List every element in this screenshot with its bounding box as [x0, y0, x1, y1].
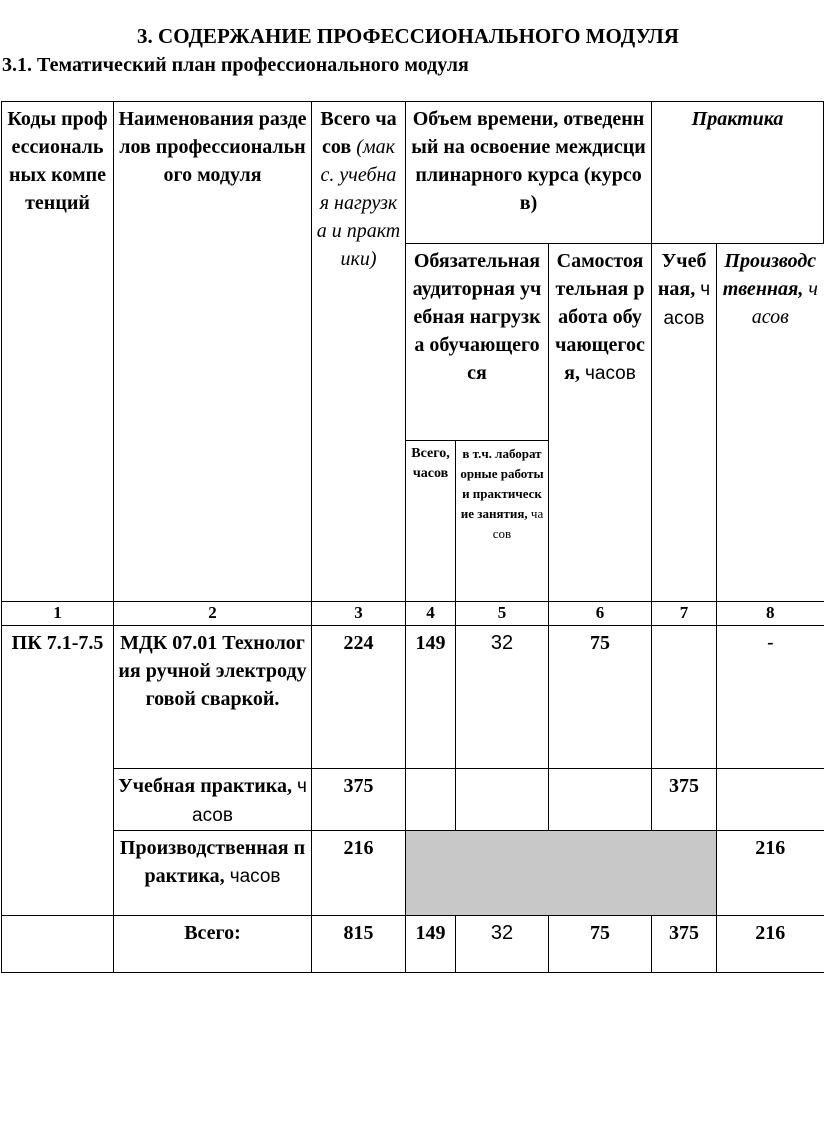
- mdk-educational-practice-cell: [652, 626, 717, 769]
- header-total-label: Всего часов: [320, 108, 397, 158]
- production-practice-name: Производственная практика,: [119, 837, 306, 887]
- mdk-total-cell: 224: [312, 626, 406, 769]
- header-mandatory-load: Обязательная аудиторная учебная нагрузка обучающегося: [406, 244, 549, 441]
- empty-cell: [549, 769, 652, 831]
- production-practice-total-cell: 216: [312, 831, 406, 916]
- total-production-practice-cell: 216: [717, 916, 824, 973]
- header-total-note: (макс. учебная нагрузка и практики): [316, 136, 401, 270]
- empty-cell: [456, 769, 549, 831]
- total-labs-cell: 32: [456, 916, 549, 973]
- thematic-plan-table: [1, 101, 824, 973]
- section-subheading: 3.1. Тематический план профессионального модуля: [2, 54, 469, 76]
- table-row: [2, 626, 824, 769]
- mdk-mandatory-total-cell: 149: [406, 626, 456, 769]
- total-label-cell: Всего:: [114, 916, 312, 973]
- header-educational-practice-unit: часов: [663, 279, 711, 329]
- educational-practice-name: Учебная практика,: [118, 775, 292, 797]
- column-number: 5: [456, 602, 549, 626]
- educational-practice-name-cell: [114, 769, 312, 831]
- empty-cell: [2, 916, 114, 973]
- grand-total-cell: 815: [312, 916, 406, 973]
- empty-cell: [717, 769, 824, 831]
- table-row: [2, 769, 824, 831]
- mdk-self-work-cell: 75: [549, 626, 652, 769]
- column-number: 7: [652, 602, 717, 626]
- header-self-work: [549, 244, 652, 602]
- column-number: 2: [114, 602, 312, 626]
- production-practice-name-cell: [114, 831, 312, 916]
- total-mandatory-cell: 149: [406, 916, 456, 973]
- header-names: Наименования разделов профессионального модуля: [114, 102, 312, 602]
- production-practice-hours-cell: 216: [717, 831, 824, 916]
- column-number: 1: [2, 602, 114, 626]
- mdk-name-cell: МДК 07.01 Технология ручной электродуговой сваркой.: [114, 626, 312, 769]
- column-number: 8: [717, 602, 824, 626]
- header-sub-labs-label: в т.ч. лабораторные работы и практические занятия,: [460, 446, 544, 521]
- educational-practice-hours-cell: 375: [652, 769, 717, 831]
- mdk-production-practice-cell: -: [717, 626, 824, 769]
- header-total: [312, 102, 406, 602]
- header-production-practice: [717, 244, 824, 602]
- column-number: 6: [549, 602, 652, 626]
- empty-cell: [406, 769, 456, 831]
- header-self-work-label: Самостоятельная работа обучающегося,: [555, 250, 645, 384]
- competence-codes-cell: ПК 7.1-7.5: [2, 626, 114, 916]
- header-educational-practice: [652, 244, 717, 602]
- total-self-work-cell: 75: [549, 916, 652, 973]
- table-row: [2, 916, 824, 973]
- header-production-practice-unit: часов: [751, 278, 818, 328]
- column-number: 3: [312, 602, 406, 626]
- column-number: 4: [406, 602, 456, 626]
- header-practice: Практика: [652, 102, 824, 244]
- header-codes: Коды профессиональных компетенций: [2, 102, 114, 602]
- mdk-labs-cell: 32: [456, 626, 549, 769]
- header-sub-total: Всего, часов: [406, 441, 456, 602]
- shaded-cell: [406, 831, 717, 916]
- educational-practice-unit: часов: [192, 776, 307, 826]
- header-self-work-unit: часов: [585, 363, 636, 384]
- section-heading: 3. СОДЕРЖАНИЕ ПРОФЕССИОНАЛЬНОГО МОДУЛЯ: [137, 24, 679, 48]
- table-row: [2, 831, 824, 916]
- production-practice-unit: часов: [229, 866, 281, 887]
- header-production-practice-label: Производственная,: [722, 250, 817, 300]
- header-sub-labs: [456, 441, 549, 602]
- total-educational-practice-cell: 375: [652, 916, 717, 973]
- educational-practice-total-cell: 375: [312, 769, 406, 831]
- header-educational-practice-label: Учебная,: [657, 250, 707, 300]
- header-sub-labs-unit: часов: [492, 506, 544, 541]
- header-volume: Объем времени, отведенный на освоение междисциплинарного курса (курсов): [406, 102, 652, 244]
